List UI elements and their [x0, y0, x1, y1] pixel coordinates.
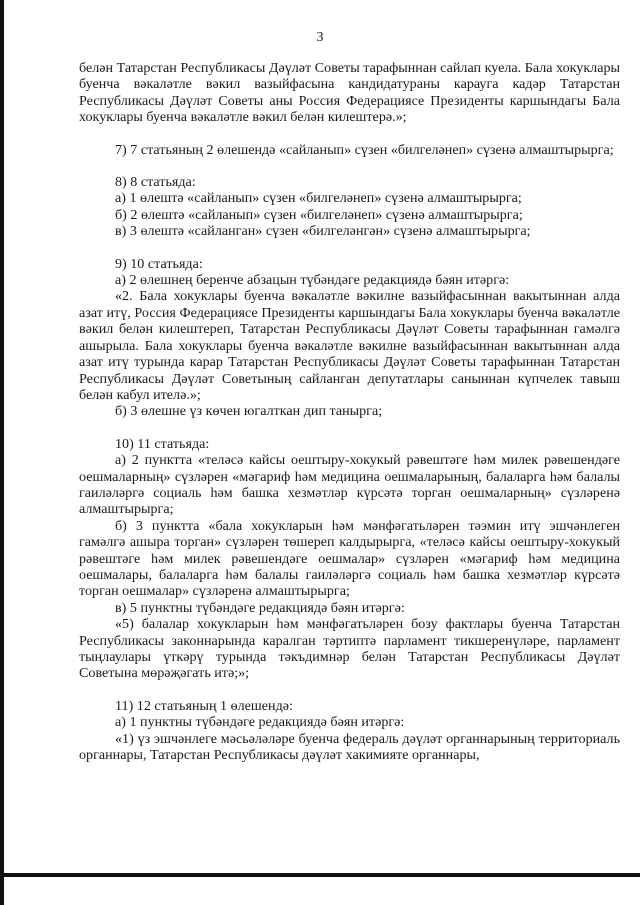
scan-edge-left: [0, 0, 4, 905]
paragraph: а) 2 өлешнең беренче абзацын түбәндәге редакциядә бәян итәргә:: [115, 272, 510, 289]
paragraph-spacer: [79, 420, 620, 436]
paragraph: а) 2 пунктта «теләсә кайсы оештыру-хокукый рәвештәге һәм милек рәвешендәге оешмаларның» сүзләрен «мәгариф һәм медицина оешмаларының, балаларга һәм балалы гаиләләргә социаль һәм башка хезмәтләр күрсәтә торган оешмаларның» сүзләренә алмаштырырга;: [79, 452, 620, 518]
paragraph: в) 3 өлештә «сайланган» сүзен «билгеләнгән» сүзенә алмаштырырга;: [115, 223, 531, 240]
paragraph: б) 3 өлешне үз көчен югалткан дип танырга;: [115, 403, 383, 420]
paragraph: а) 1 пунктны түбәндәге редакциядә бәян итәргә:: [115, 714, 405, 731]
paragraph: 10) 11 статьяда:: [115, 435, 210, 452]
paragraph: б) 3 пунктта «бала хокукларын һәм мәнфәгатьләрен тәэмин итү эшчәнлеген гамәлгә ашыра торган» сүзләрен төшереп калдырырга, «теләсә кайсы оештыру-хокукый рәвештәге һәм милек рәвешендәге оешмалар» сүзләрен «мәгариф һәм медицина оешмалары, балаларга һәм балалы гаиләләргә социаль һәм башка хезмәтләр күрсәтә торган оешмалар» сүзләренә алмаштырырга;: [79, 517, 620, 600]
paragraph: «5) балалар хокукларын һәм мәнфәгатьләрен бозу фактлары буенча Татарстан Республикасы законнарында каралган тәртиптә парламент тикшеренүләре, парламент тыңлаулары үткәрү турында тәкъдимнәр белән Татарстан Республикасы Дәүләт Советына мөрәҗәгать итә;»;: [79, 616, 620, 682]
paragraph: а) 1 өлештә «сайланып» сүзен «билгеләнеп» сүзенә алмаштырырга;: [115, 190, 522, 207]
paragraph-spacer: [79, 126, 620, 142]
paragraph: в) 5 пунктны түбәндәге редакциядә бәян итәргә:: [115, 599, 405, 616]
paragraph: белән Татарстан Республикасы Дәүләт Советы тарафыннан сайлап куела. Бала хокуклары буенча вәкаләтле вәкил вазыйфасына кандидатураны карауга кадәр Татарстан Республикасы Дәүләт Советы аны Россия Федерациясе Президенты каршындагы Бала хокуклары буенча вәкаләтле вәкил белән килештерә.»;: [79, 60, 620, 126]
scan-edge-bottom: [0, 873, 640, 877]
paragraph: б) 2 өлештә «сайланып» сүзен «билгеләнеп» сүзенә алмаштырырга;: [115, 206, 523, 223]
document-body: [79, 60, 620, 763]
paragraph-spacer: [79, 240, 620, 256]
page-number: 3: [316, 30, 324, 45]
paragraph: «2. Бала хокуклары буенча вәкаләтле вәкилне вазыйфасыннан вакытыннан алда азат итү, Россия Федерациясе Президенты каршындагы Бала хокуклары буенча вәкаләтле вәкил белән килештереп, Татарстан Республикасы Дәүләт Советы тарафыннан гамәлгә ашырыла. Бала хокуклары буенча вәкаләтле вәкилне вазыйфасыннан вакытыннан алда азат итү турында карар Татарстан Республикасы Дәүләт Советы тарафыннан Татарстан Республикасы Дәүләт Советының сайланган депутатлары саныннан күпчелек тавыш белән кабул ителә.»;: [79, 288, 620, 403]
paragraph: «1) үз эшчәнлеге мәсьәләләре буенча федераль дәүләт органнарының территориаль органнары, Татарстан Республикасы дәүләт хакимияте органнары,: [79, 730, 620, 764]
paragraph: 9) 10 статьяда:: [115, 255, 203, 272]
paragraph-spacer: [79, 682, 620, 698]
paragraph: 8) 8 статьяда:: [115, 174, 196, 191]
paragraph: 11) 12 статьяның 1 өлешендә:: [115, 697, 293, 714]
paragraph-spacer: [79, 158, 620, 174]
paragraph: 7) 7 статьяның 2 өлешендә «сайланып» сүзен «билгеләнеп» сүзенә алмаштырырга;: [115, 141, 614, 158]
